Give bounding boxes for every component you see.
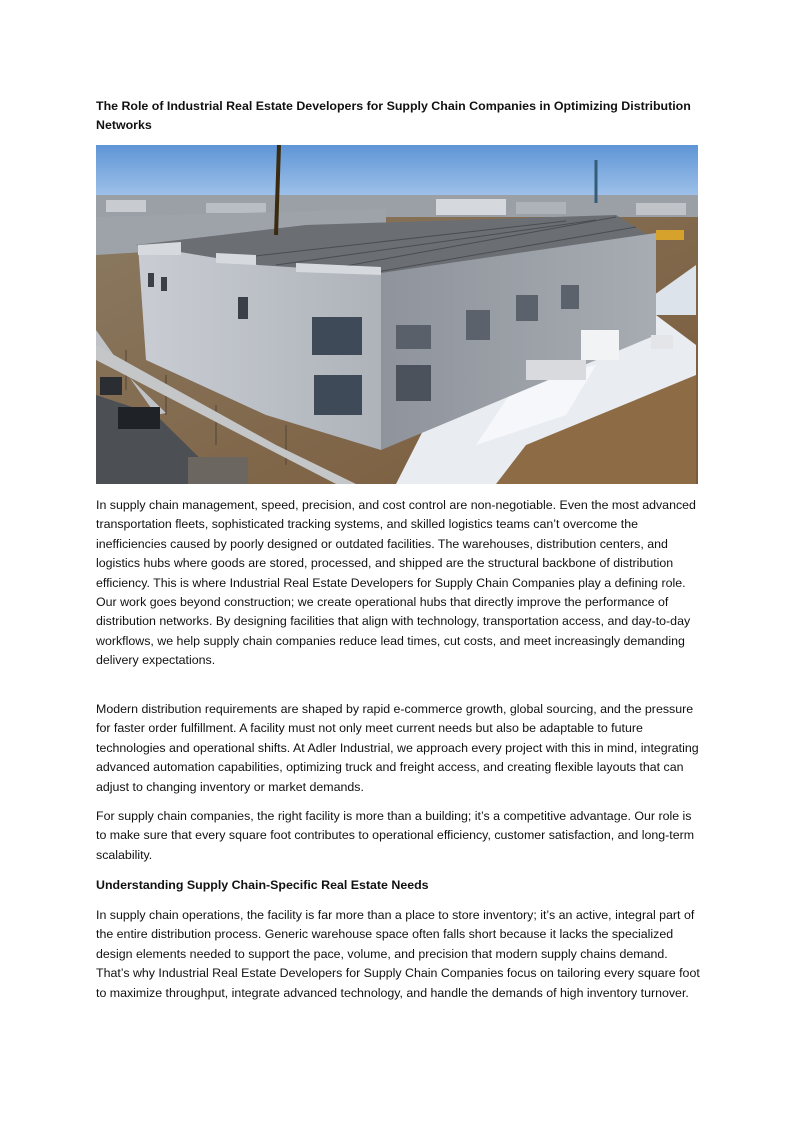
paragraph: In supply chain operations, the facility is far more than a place to store inventory; it’s an active, integral part of the entire distribution process. Generic warehouse space often falls short because it lacks the specialized design elements needed to support the pace, volume, and precision that modern supply chains demand. That’s why Industrial Real Estate Developers for Supply Chain Companies focus on tailoring every square foot to maximize throughput, integrate advanced technology, and handle the demands of high inventory turnover. xyxy=(96,908,700,1000)
construction-site-photo xyxy=(96,145,698,484)
section-heading: Understanding Supply Chain-Specific Real Estate Needs xyxy=(96,878,429,892)
paragraph: For supply chain companies, the right facility is more than a building; it’s a competitive advantage. Our role is to make sure that every square foot contributes to operational efficiency, customer satisfaction, and long-term scalability. xyxy=(96,809,695,862)
document-title: The Role of Industrial Real Estate Developers for Supply Chain Companies in Optimizing Distribution Networks xyxy=(96,99,691,132)
paragraph: Modern distribution requirements are shaped by rapid e-commerce growth, global sourcing, and the pressure for faster order fulfillment. A facility must not only meet current needs but also be adaptable to future technologies and operational shifts. At Adler Industrial, we approach every project with this in mind, integrating advanced automation capabilities, optimizing truck and freight access, and creating flexible layouts that can adjust to changing inventory or market demands. xyxy=(96,702,699,794)
paragraph: In supply chain management, speed, precision, and cost control are non-negotiable. Even the most advanced transportation fleets, sophisticated tracking systems, and skilled logistics teams can’t overcome the inefficiencies caused by poorly designed or outdated facilities. The warehouses, distribution centers, and logistics hubs where goods are stored, processed, and shipped are the structural backbone of distribution efficiency. This is where Industrial Real Estate Developers for Supply Chain Companies play a defining role. Our work goes beyond construction; we create operational hubs that directly improve the performance of distribution networks. By designing facilities that align with technology, transportation access, and day-to-day workflows, we help supply chain companies reduce lead times, cut costs, and meet increasingly demanding delivery expectations. xyxy=(96,498,696,668)
